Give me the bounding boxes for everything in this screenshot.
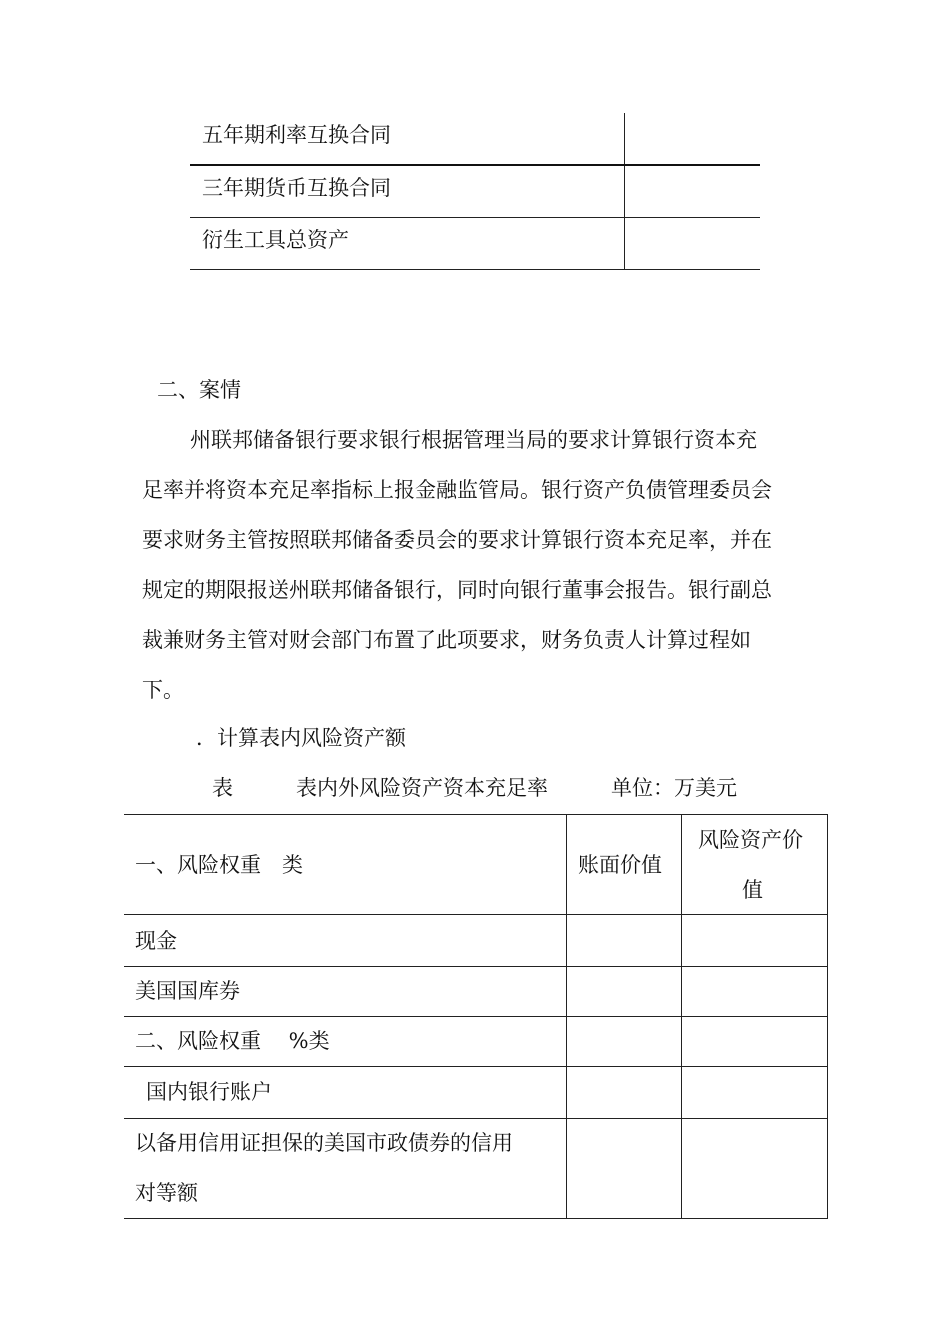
column-divider xyxy=(624,113,625,164)
header-risk-asset-value-cont: 值 xyxy=(742,878,763,902)
header-risk-asset-value: 风险资产价 xyxy=(698,828,803,852)
column-divider xyxy=(624,166,625,217)
paragraph-line: 足率并将资本充足率指标上报金融监管局。银行资产负债管理委员会 xyxy=(142,478,772,502)
risk-assets-table xyxy=(124,814,828,1219)
row-label: 美国国库券 xyxy=(135,979,240,1003)
table-row xyxy=(190,218,760,270)
step-label: ．计算表内风险资产额 xyxy=(196,726,406,750)
table-row xyxy=(124,915,827,967)
table-row xyxy=(124,967,827,1017)
table-row xyxy=(124,1017,827,1067)
row-label: 二、风险权重 %类 xyxy=(135,1029,330,1053)
table-row xyxy=(124,1067,827,1119)
table-row xyxy=(190,113,760,166)
row-label: 三年期货币互换合同 xyxy=(202,176,391,200)
paragraph-line: 裁兼财务主管对财会部门布置了此项要求，财务负责人计算过程如 xyxy=(142,628,751,652)
row-label: 现金 xyxy=(135,929,177,953)
row-label: 以备用信用证担保的美国市政债券的信用 xyxy=(135,1131,513,1155)
table-caption-prefix: 表 xyxy=(212,776,233,800)
table-row xyxy=(190,166,760,218)
paragraph-line: 州联邦储备银行要求银行根据管理当局的要求计算银行资本充 xyxy=(190,428,757,452)
column-divider xyxy=(624,218,625,269)
header-book-value: 账面价值 xyxy=(578,853,662,877)
section-heading: 二、案情 xyxy=(157,378,241,402)
derivatives-table xyxy=(190,113,760,270)
paragraph-line: 要求财务主管按照联邦储备委员会的要求计算银行资本充足率，并在 xyxy=(142,528,772,552)
header-category: 一、风险权重 类 xyxy=(135,853,303,877)
table-caption-unit: 单位：万美元 xyxy=(611,776,737,800)
table-header-row xyxy=(124,815,827,915)
row-label-cont: 对等额 xyxy=(135,1181,198,1205)
row-label: 国内银行账户 xyxy=(146,1080,272,1104)
row-label: 衍生工具总资产 xyxy=(202,228,349,252)
row-label: 五年期利率互换合同 xyxy=(202,123,391,147)
table-caption-title: 表内外风险资产资本充足率 xyxy=(296,776,548,800)
table-row xyxy=(124,1119,827,1219)
paragraph-line: 规定的期限报送州联邦储备银行，同时向银行董事会报告。银行副总 xyxy=(142,578,772,602)
paragraph-line: 下。 xyxy=(142,678,184,702)
